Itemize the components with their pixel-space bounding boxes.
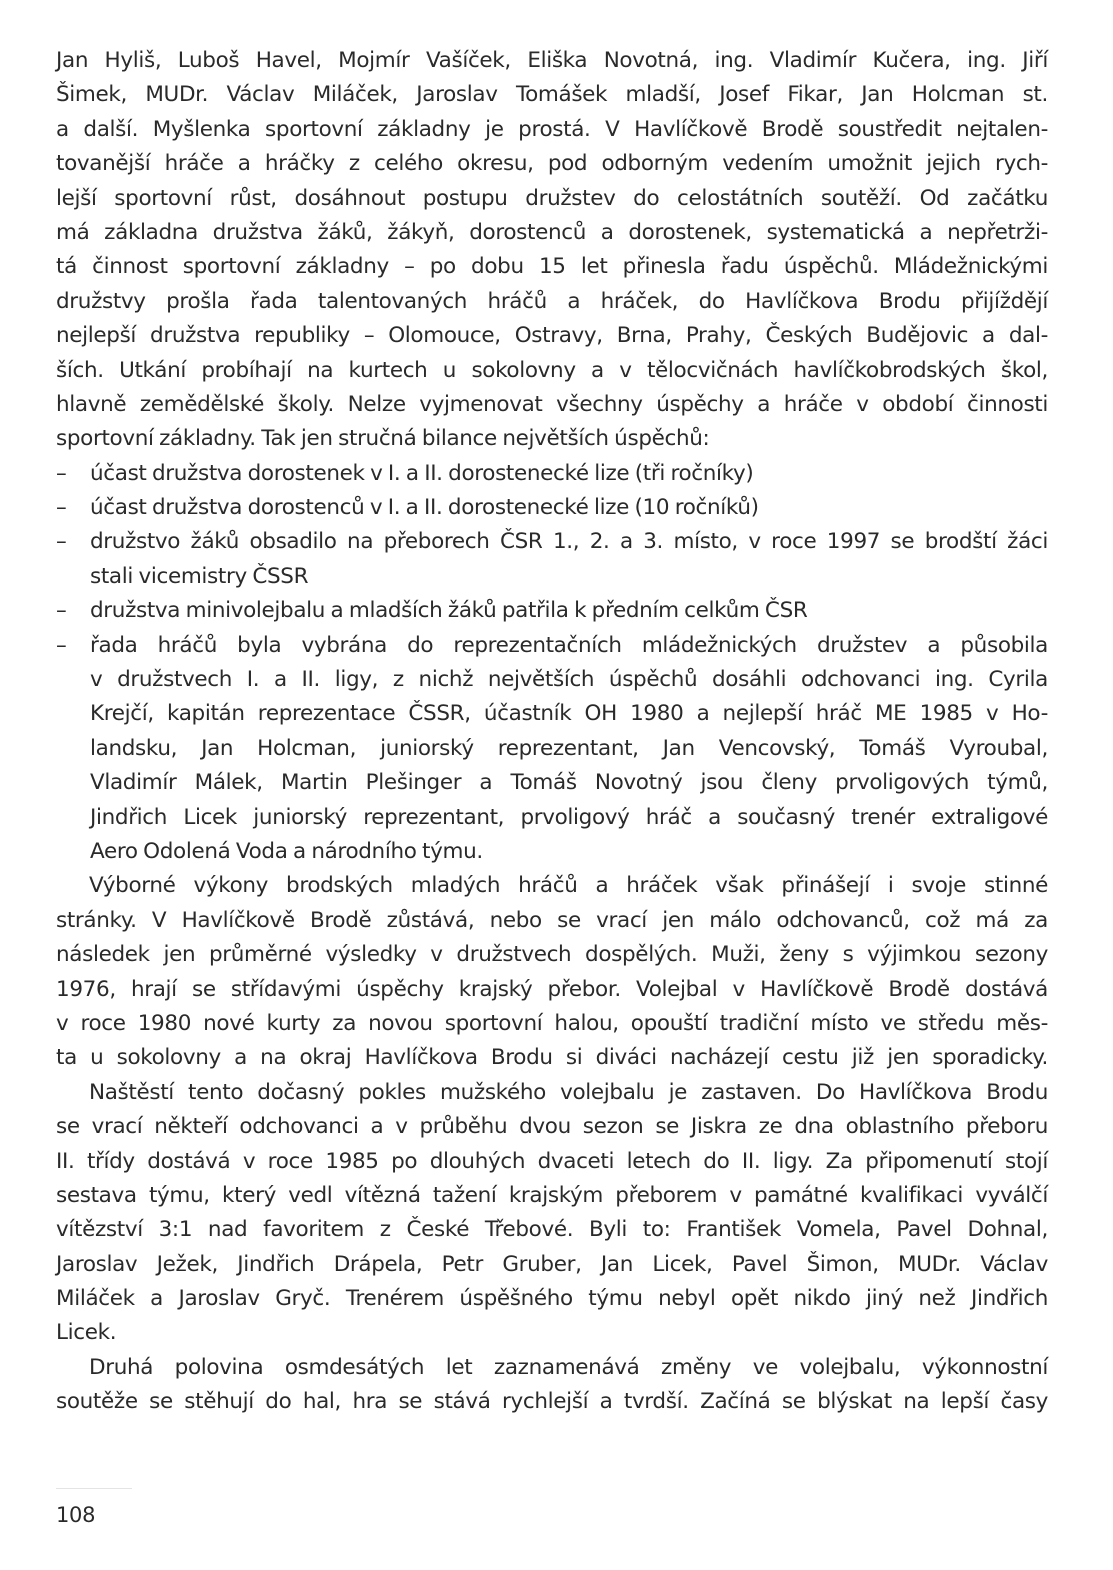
paragraph-line: Miláček a Jaroslav Gryč. Trenérem úspěšného týmu nebyl opět nikdo jiný než Jindřich: [56, 1286, 1048, 1312]
paragraph-line: II. třídy dostává v roce 1985 po dlouhých dvaceti letech do II. ligy. Za připomenutí stojí: [56, 1148, 1048, 1174]
paragraph-line: ších. Utkání probíhají na kurtech u sokolovny a v tělocvičnách havlíčkobrodských škol,: [56, 357, 1048, 383]
bullet-text: účast družstva dorostenek v I. a II. dorostenecké lize (tři ročníky): [90, 460, 754, 486]
bullet-line: [56, 457, 1048, 491]
footer-rule: [56, 1488, 132, 1489]
bullet-continuation-line: Krejčí, kapitán reprezentace ČSSR, účastník OH 1980 a nejlepší hráč ME 1985 v Ho-: [90, 701, 1048, 727]
paragraph-line: a další. Myšlenka sportovní základny je prostá. V Havlíčkově Brodě soustředit nejtalen-: [56, 116, 1048, 142]
paragraph-line: se vrací někteří odchovanci a v průběhu dvou sezon se Jiskra ze dna oblastního přeboru: [56, 1114, 1048, 1140]
paragraph-line: stránky. V Havlíčkově Brodě zůstává, nebo se vrací jen málo odchovanců, což má za: [56, 907, 1048, 933]
bullet-dash: –: [56, 598, 67, 624]
paragraph-line: sestava týmu, který vedl vítězná tažení krajským přeborem v památné kvalifikaci vyválčí: [56, 1182, 1048, 1208]
bullet-line: [56, 594, 1048, 628]
bullet-line: [56, 629, 1048, 663]
paragraph-line: vítězství 3:1 nad favoritem z České Třebové. Byli to: František Vomela, Pavel Dohnal,: [56, 1217, 1048, 1243]
bullet-continuation-line: stali vicemistry ČSSR: [90, 563, 309, 589]
bullet-text: řada hráčů byla vybrána do reprezentačních mládežnických družstev a působila: [90, 632, 1048, 658]
paragraph-line: Licek.: [56, 1320, 117, 1346]
paragraph-line: hlavně zemědělské školy. Nelze vyjmenovat všechny úspěchy a hráče v období činnosti: [56, 391, 1048, 417]
page-body: [56, 44, 1048, 1420]
bullet-continuation-line: landsku, Jan Holcman, juniorský reprezentant, Jan Vencovský, Tomáš Vyroubal,: [90, 735, 1048, 761]
paragraph-line: má základna družstva žáků, žákyň, dorostenců a dorostenek, systematická a nepřetrži-: [56, 219, 1048, 245]
bullet-dash: –: [56, 460, 67, 486]
paragraph-line: soutěže se stěhují do hal, hra se stává rychlejší a tvrdší. Začíná se blýskat na lepší časy: [56, 1389, 1048, 1415]
paragraph-line: ta u sokolovny a na okraj Havlíčkova Brodu si diváci nacházejí cestu již jen sporadicky.: [56, 1045, 1048, 1071]
bullet-dash: –: [56, 632, 67, 658]
paragraph-line: Druhá polovina osmdesátých let zaznamenává změny ve volejbalu, výkonnostní: [89, 1354, 1048, 1380]
paragraph-line: družstvy prošla řada talentovaných hráčů a hráček, do Havlíčkova Brodu přijíždějí: [56, 288, 1048, 314]
bullet-continuation-line: Jindřich Licek juniorský reprezentant, prvoligový hráč a současný trenér extraligové: [90, 804, 1048, 830]
bullet-dash: –: [56, 495, 67, 521]
bullet-continuation-line: v družstvech I. a II. ligy, z nichž největších úspěchů dosáhli odchovanci ing. Cyrila: [90, 667, 1048, 693]
bullet-continuation-line: Vladimír Málek, Martin Plešinger a Tomáš Novotný jsou členy prvoligových týmů,: [90, 770, 1048, 796]
paragraph-line: nejlepší družstva republiky – Olomouce, Ostravy, Brna, Prahy, Českých Budějovic a dal-: [56, 323, 1048, 349]
paragraph-line: 1976, hrají se střídavými úspěchy krajský přebor. Volejbal v Havlíčkově Brodě dostává: [56, 976, 1048, 1002]
bullet-text: družstva minivolejbalu a mladších žáků patřila k předním celkům ČSR: [90, 598, 808, 624]
bullet-dash: –: [56, 529, 67, 555]
paragraph-line: v roce 1980 nové kurty za novou sportovní halou, opouští tradiční místo ve středu měs-: [56, 1010, 1048, 1036]
bullet-text: družstvo žáků obsadilo na přeborech ČSR 1., 2. a 3. místo, v roce 1997 se brodští žáci: [90, 529, 1048, 555]
paragraph-line: následek jen průměrné výsledky v družstvech dospělých. Muži, ženy s výjimkou sezony: [56, 942, 1048, 968]
paragraph-line: Naštěstí tento dočasný pokles mužského volejbalu je zastaven. Do Havlíčkova Brodu: [89, 1079, 1048, 1105]
paragraph-line: Výborné výkony brodských mladých hráčů a hráček však přinášejí i svoje stinné: [89, 873, 1048, 899]
page-number: 108: [56, 1503, 96, 1527]
paragraph-line: Šimek, MUDr. Václav Miláček, Jaroslav Tomášek mladší, Josef Fikar, Jan Holcman st.: [56, 82, 1048, 108]
bullet-continuation-line: Aero Odolená Voda a národního týmu.: [90, 838, 483, 864]
bullet-line: [56, 491, 1048, 525]
paragraph-line: tovanější hráče a hráčky z celého okresu, pod odborným vedením umožnit jejich rych-: [56, 151, 1048, 177]
paragraph-line: tá činnost sportovní základny – po dobu 15 let přinesla řadu úspěchů. Mládežnickými: [56, 254, 1048, 280]
bullet-text: účast družstva dorostenců v I. a II. dorostenecké lize (10 ročníků): [90, 495, 759, 521]
paragraph-line: lejší sportovní růst, dosáhnout postupu družstev do celostátních soutěží. Od začátku: [56, 185, 1048, 211]
bullet-line: [56, 525, 1048, 559]
paragraph-line: Jaroslav Ježek, Jindřich Drápela, Petr Gruber, Jan Licek, Pavel Šimon, MUDr. Václav: [56, 1251, 1048, 1277]
paragraph-line: Jan Hyliš, Luboš Havel, Mojmír Vašíček, Eliška Novotná, ing. Vladimír Kučera, ing. Jiří: [56, 48, 1048, 73]
paragraph-line: sportovní základny. Tak jen stručná bilance největších úspěchů:: [56, 426, 710, 452]
